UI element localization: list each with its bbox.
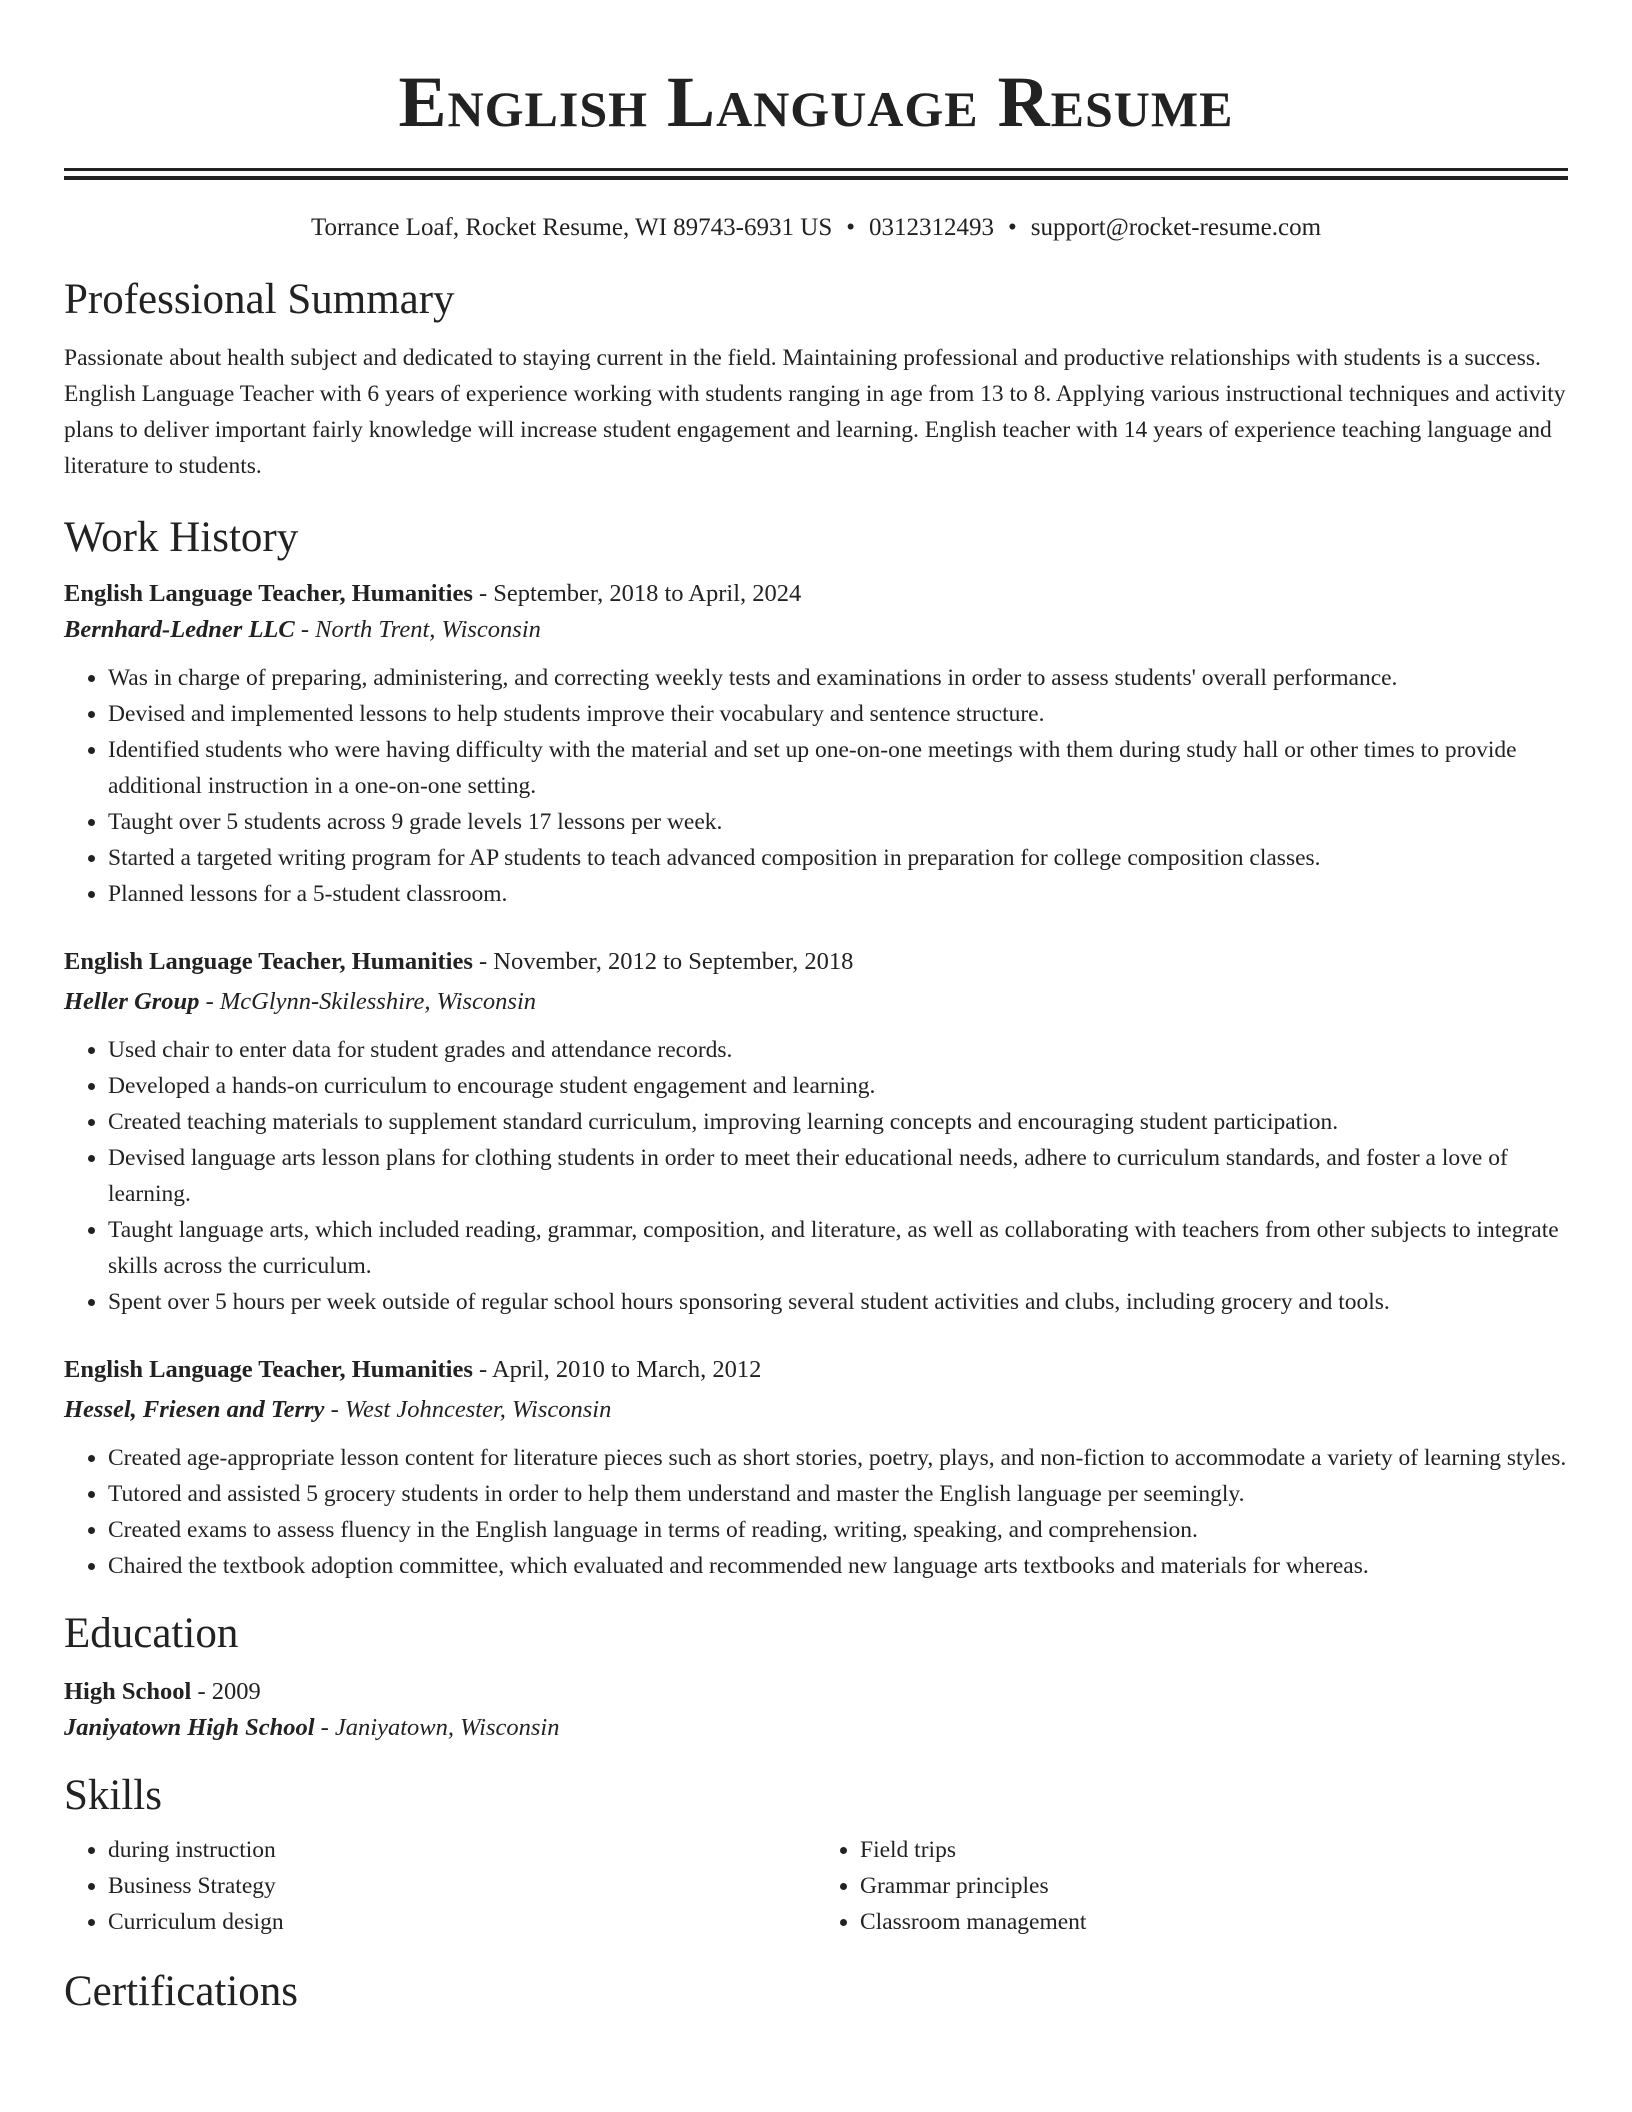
summary-text: Passionate about health subject and dedicated to staying current in the field. Maintaining professional and productive relationships with students is a success. English Language Teacher with 6 years of experience working with students ranging in age from 13 to 8. Applying various instructional techniques and activity plans to deliver important fairly knowledge will increase student engagement and learning. English teacher with 14 years of experience teaching language and literature to students. — [64, 345, 1566, 479]
job-bullet: • Used chair to enter data for student grades and attendance records. — [108, 1032, 1568, 1068]
job-location: - West Johncester, Wisconsin — [324, 1396, 612, 1423]
job-company: Heller Group — [64, 988, 200, 1015]
education-location: - Janiyatown, Wisconsin — [314, 1714, 560, 1741]
resume-title: English Language Resume — [398, 62, 1234, 142]
job-bullet: • Tutored and assisted 5 grocery students in order to help them understand and master the English language per seemingly. — [108, 1476, 1568, 1512]
skills-list-right — [816, 1832, 1568, 1940]
job-dates: - April, 2010 to March, 2012 — [472, 1356, 762, 1383]
job-title-line — [64, 576, 1568, 612]
job-title-line — [64, 1352, 1568, 1388]
job-entry — [64, 944, 1568, 1320]
section-heading-certifications: Certifications — [64, 1968, 299, 2015]
education-degree: High School — [64, 1678, 192, 1705]
job-location: - McGlynn-Skilesshire, Wisconsin — [199, 988, 537, 1015]
job-bullets — [64, 660, 1568, 912]
skills-grid — [64, 1832, 1568, 1940]
skill-item: • Field trips — [860, 1832, 1568, 1868]
job-dates: - September, 2018 to April, 2024 — [472, 580, 802, 607]
contact-separator: • — [1007, 214, 1017, 241]
job-company: Bernhard-Ledner LLC — [64, 616, 295, 643]
education-school: Janiyatown High School — [64, 1714, 315, 1741]
job-org-line — [64, 612, 1568, 648]
job-bullet: • Created teaching materials to supplement standard curriculum, improving learning concepts and encouraging student participation. — [108, 1104, 1568, 1140]
education-entry — [64, 1674, 1568, 1746]
title-divider-top — [64, 168, 1568, 171]
contact-address: Torrance Loaf, Rocket Resume, WI 89743-6931 US — [310, 214, 833, 241]
job-bullet: • Identified students who were having difficulty with the material and set up one-on-one meetings with them during study hall or other times to provide additional instruction in a one-on-one setting. — [108, 732, 1568, 804]
job-entry — [64, 576, 1568, 912]
skill-item: • Business Strategy — [108, 1868, 816, 1904]
title-divider-bottom — [64, 176, 1568, 180]
job-bullet: • Was in charge of preparing, administering, and correcting weekly tests and examinations in order to assess students' overall performance. — [108, 660, 1568, 696]
job-location: - North Trent, Wisconsin — [294, 616, 541, 643]
job-dates: - November, 2012 to September, 2018 — [472, 948, 854, 975]
contact-email: support@rocket-resume.com — [1030, 214, 1322, 241]
job-bullet: • Taught language arts, which included reading, grammar, composition, and literature, as well as collaborating with teachers from other subjects to integrate skills across the curriculum. — [108, 1212, 1568, 1284]
job-bullet: • Taught over 5 students across 9 grade levels 17 lessons per week. — [108, 804, 1568, 840]
contact-phone: 0312312493 — [868, 214, 994, 241]
job-bullet: • Created age-appropriate lesson content for literature pieces such as short stories, poetry, plays, and non-fiction to accommodate a variety of learning styles. — [108, 1440, 1568, 1476]
education-degree-line — [64, 1674, 1568, 1710]
contact-separator: • — [846, 214, 855, 241]
section-heading-education: Education — [64, 1610, 239, 1657]
job-role: English Language Teacher, Humanities — [64, 580, 473, 607]
job-bullet: • Planned lessons for a 5-student classroom. — [108, 876, 1568, 912]
contact-line — [64, 212, 1568, 244]
section-heading-summary: Professional Summary — [64, 276, 455, 323]
section-heading-work-history: Work History — [64, 514, 299, 561]
job-org-line — [64, 1392, 1568, 1428]
job-bullet: • Started a targeted writing program for AP students to teach advanced composition in preparation for college composition classes. — [108, 840, 1568, 876]
skill-item: • during instruction — [108, 1832, 816, 1868]
job-org-line — [64, 984, 1568, 1020]
section-heading-skills: Skills — [64, 1772, 162, 1819]
skill-item: • Curriculum design — [108, 1904, 816, 1940]
job-entry — [64, 1352, 1568, 1584]
job-bullet: • Chaired the textbook adoption committee, which evaluated and recommended new language arts textbooks and materials for whereas. — [108, 1548, 1568, 1584]
job-bullet: • Created exams to assess fluency in the English language in terms of reading, writing, speaking, and comprehension. — [108, 1512, 1568, 1548]
job-bullet: • Developed a hands-on curriculum to encourage student engagement and learning. — [108, 1068, 1568, 1104]
skill-item: • Grammar principles — [860, 1868, 1568, 1904]
job-company: Hessel, Friesen and Terry — [64, 1396, 325, 1423]
job-bullets — [64, 1440, 1568, 1584]
job-bullets — [64, 1032, 1568, 1320]
skill-item: • Classroom management — [860, 1904, 1568, 1940]
education-school-line — [64, 1710, 1568, 1746]
job-title-line — [64, 944, 1568, 980]
job-role: English Language Teacher, Humanities — [64, 1356, 473, 1383]
job-bullet: • Spent over 5 hours per week outside of regular school hours sponsoring several student activities and clubs, including grocery and tools. — [108, 1284, 1568, 1320]
job-role: English Language Teacher, Humanities — [64, 948, 473, 975]
job-bullet: • Devised language arts lesson plans for clothing students in order to meet their educational needs, adhere to curriculum standards, and foster a love of learning. — [108, 1140, 1568, 1212]
job-bullet: • Devised and implemented lessons to help students improve their vocabulary and sentence structure. — [108, 696, 1568, 732]
education-year: - 2009 — [191, 1678, 261, 1705]
skills-list-left — [64, 1832, 816, 1940]
